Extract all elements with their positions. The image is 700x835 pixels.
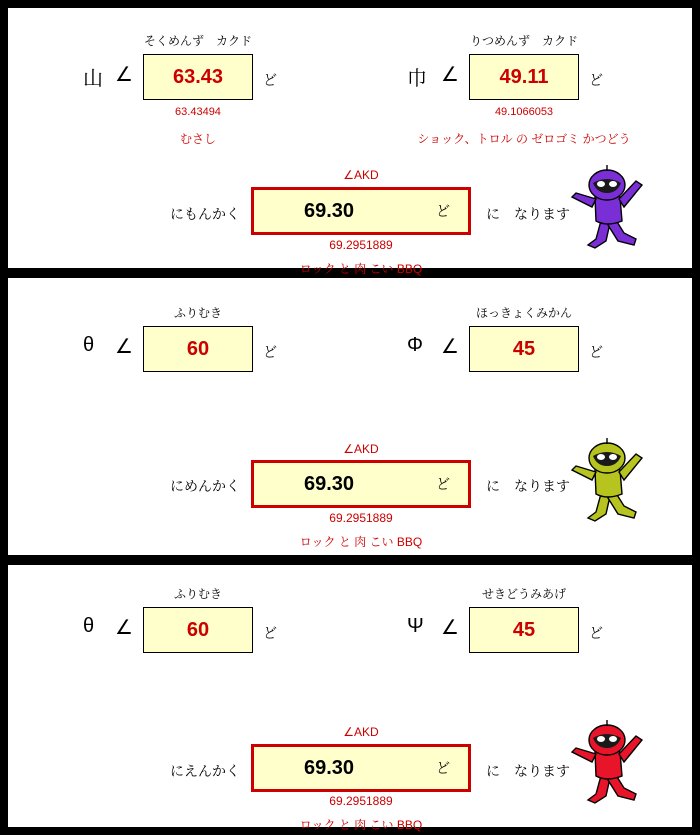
result-mnemonic: ロック と 肉 こい BBQ [299, 262, 423, 276]
result-unit-label: ど [436, 476, 450, 492]
right-input-caption: せきどうみあげ [481, 587, 566, 601]
right-symbol: Ψ [407, 615, 424, 637]
left-unit-label: ど [263, 344, 277, 360]
left-unit-label: ど [263, 72, 277, 88]
right-unit-label: ど [589, 344, 603, 360]
result-label: にえんかく [170, 763, 240, 779]
right-value-input[interactable]: 45 [469, 326, 579, 372]
right-angle-glyph: ∠ [441, 64, 459, 86]
right-input-caption: ほっきょくみかん [475, 306, 572, 320]
hero-figure-icon [562, 720, 652, 808]
result-unit-label: ど [436, 760, 450, 776]
left-precise-value: 63.43494 [175, 106, 221, 118]
left-angle-glyph: ∠ [115, 617, 133, 639]
left-value-input[interactable]: 60 [143, 607, 253, 653]
result-after-text: に なります [486, 206, 570, 222]
left-angle-glyph: ∠ [115, 336, 133, 358]
result-label: にめんかく [170, 478, 240, 494]
result-precise-value: 69.2951889 [329, 511, 393, 525]
left-input-caption: ふりむき [173, 587, 222, 601]
left-symbol: 山 [83, 68, 103, 90]
hero-figure-icon [562, 165, 652, 253]
result-value: 69.30 [303, 472, 355, 495]
result-caption: ∠AKD [343, 442, 379, 456]
left-mnemonic: むさし [179, 132, 216, 146]
result-mnemonic: ロック と 肉 こい BBQ [299, 535, 423, 549]
panel-dihedral-angle [8, 278, 692, 555]
result-caption: ∠AKD [343, 725, 379, 739]
right-input-group [407, 306, 603, 372]
left-input-group [83, 306, 277, 372]
result-precise-value: 69.2951889 [329, 794, 393, 808]
left-input-caption: そくめんず カクド [143, 34, 252, 48]
result-precise-value: 69.2951889 [329, 238, 393, 252]
right-symbol: 巾 [407, 68, 427, 90]
result-after-text: に なります [486, 478, 570, 494]
left-angle-glyph: ∠ [115, 64, 133, 86]
result-after-text: に なります [486, 763, 570, 779]
result-label: にもんかく [170, 206, 240, 222]
result-output-box[interactable] [251, 187, 471, 235]
panel-solid-angle [8, 565, 692, 832]
left-input-group [83, 34, 277, 146]
panel-surface-angle [8, 8, 692, 276]
right-mnemonic: ショック、トロル の ゼロゴミ かつどう [417, 132, 631, 146]
right-value-input[interactable]: 45 [469, 607, 579, 653]
left-symbol: θ [83, 615, 95, 637]
right-angle-glyph: ∠ [441, 336, 459, 358]
right-input-group [407, 34, 631, 146]
left-input-caption: ふりむき [173, 306, 222, 320]
right-unit-label: ど [589, 625, 603, 641]
result-output-box[interactable] [251, 744, 471, 792]
left-symbol: θ [83, 334, 95, 356]
right-unit-label: ど [589, 72, 603, 88]
result-value: 69.30 [303, 756, 355, 779]
right-input-caption: りつめんず カクド [469, 34, 578, 48]
result-output-box[interactable] [251, 460, 471, 508]
left-value-input[interactable]: 63.43 [143, 54, 253, 100]
result-caption: ∠AKD [343, 168, 379, 182]
left-unit-label: ど [263, 625, 277, 641]
hero-figure-icon [562, 438, 652, 526]
right-symbol: Φ [407, 334, 423, 356]
left-value-input[interactable]: 60 [143, 326, 253, 372]
right-input-group [407, 587, 603, 653]
right-value-input[interactable]: 49.11 [469, 54, 579, 100]
result-value: 69.30 [303, 199, 355, 222]
right-angle-glyph: ∠ [441, 617, 459, 639]
result-unit-label: ど [436, 203, 450, 219]
left-input-group [83, 587, 277, 653]
right-precise-value: 49.1066053 [494, 106, 554, 118]
result-mnemonic: ロック と 肉 こい BBQ [299, 818, 423, 832]
